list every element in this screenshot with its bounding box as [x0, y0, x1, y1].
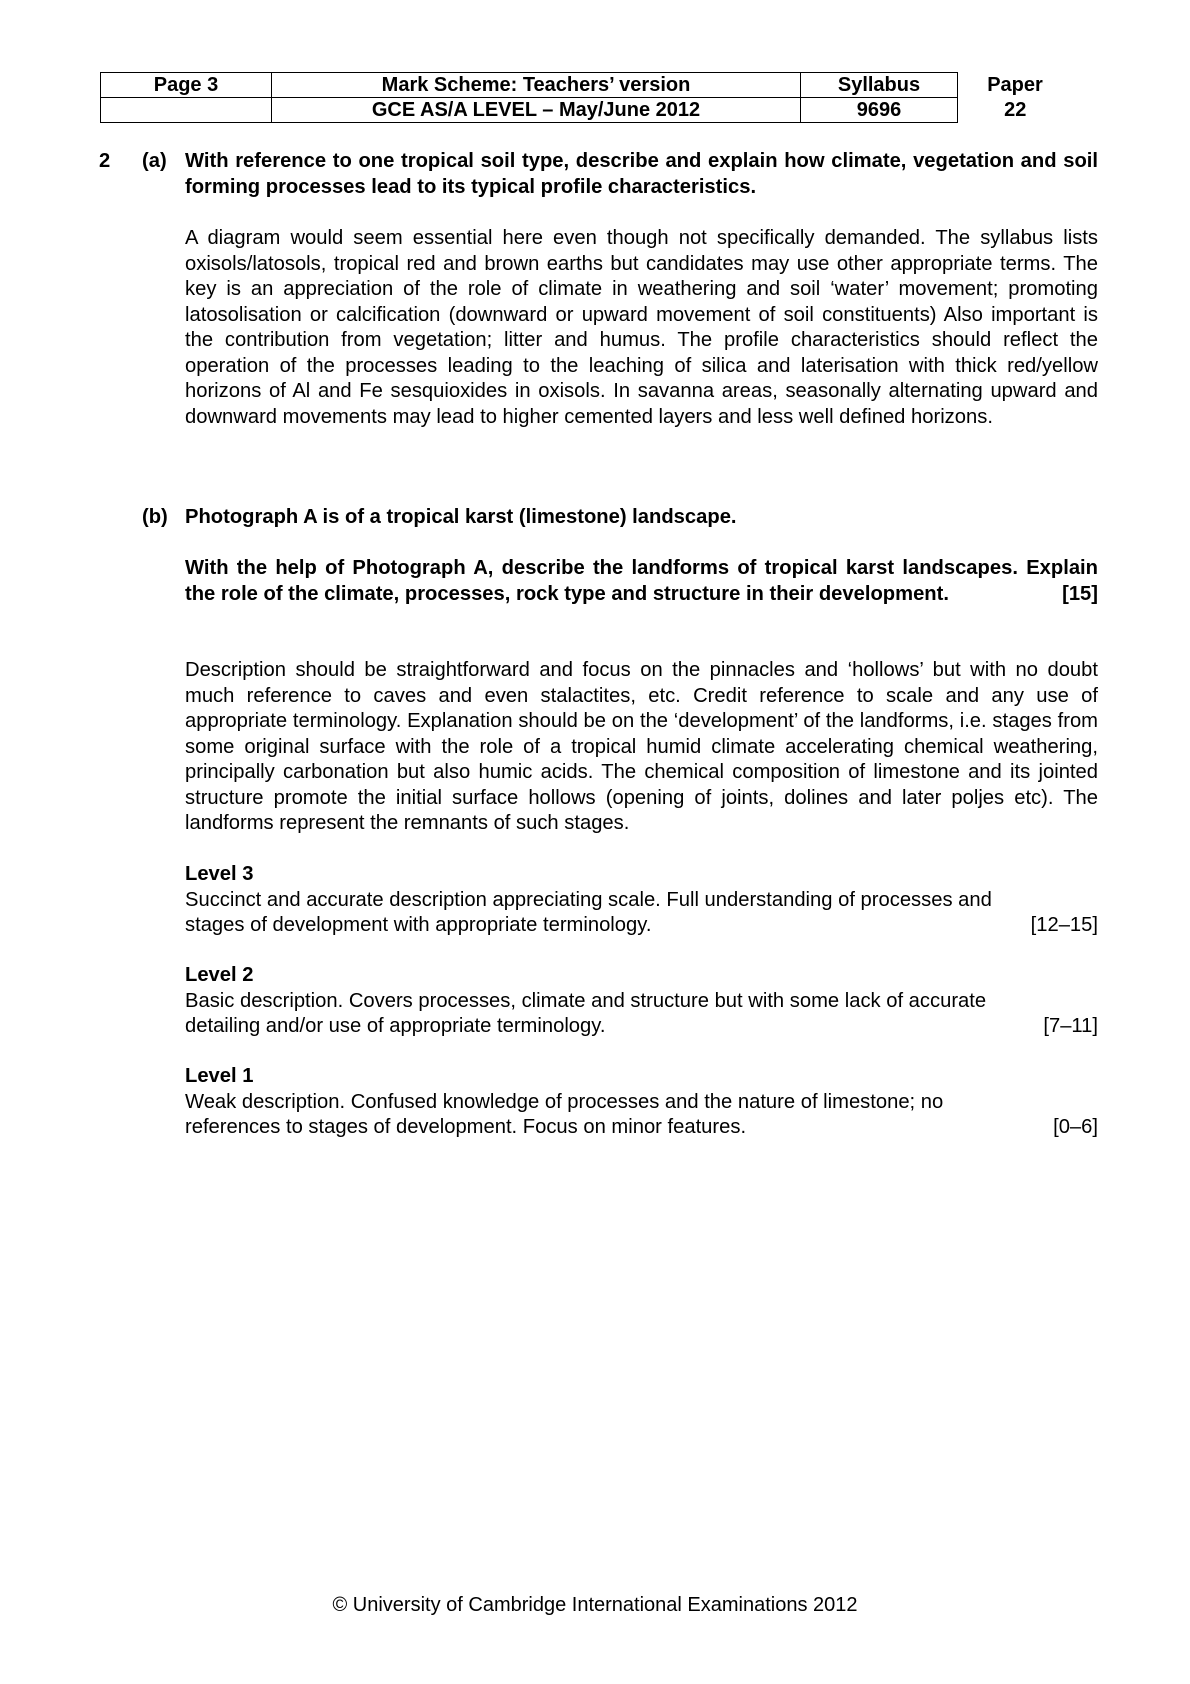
- level-2-title: Level 2: [185, 964, 254, 986]
- part-b-label: (b): [142, 506, 168, 528]
- header-syllabus-label: Syllabus: [801, 73, 958, 98]
- part-a-prompt: With reference to one tropical soil type, describe and explain how climate, vegetation and soil forming processes lead to its typical profile characteristics.: [185, 150, 1098, 198]
- part-b-answer: Description should be straightforward and focus on the pinnacles and ‘hollows’ but with no doubt much reference to caves and even stalactites, etc. Credit reference to scale and any use of appropriate terminology. Explanation should be on the ‘development’ of the landforms, i.e. stages from some original surface with the role of a tropical humid climate accelerating chemical weathering, principally carbonation but also humic acids. The chemical composition of limestone and its jointed structure promote the initial surface hollows (opening of joints, dolines and later poljes etc). The landforms represent the remnants of such stages.: [185, 659, 1098, 834]
- level-2-marks: [7–11]: [1043, 1015, 1098, 1037]
- header-paper-number: 22: [1004, 99, 1027, 121]
- level-3-marks: [12–15]: [1030, 914, 1098, 936]
- part-b-prompt-block: [185, 556, 1098, 607]
- header-page: Page 3: [101, 73, 272, 98]
- header-paper-label: Paper: [987, 74, 1043, 96]
- level-3-block: [185, 862, 1098, 939]
- part-a-answer: A diagram would seem essential here even though not specifically demanded. The syllabus lists oxisols/latosols, tropical red and brown earths but candidates may use other appropriate terms. The key is an appreciation of the role of climate in weathering and soil ‘water’ movement; promoting latosolisation or calcification (downward or upward movement of soil constituents) Also important is the contribution from vegetation; litter and humus. The profile characteristics should reflect the operation of the processes leading to the leaching of silica and laterisation with thick red/yellow horizons of Al and Fe sesquioxides in oxisols. In savanna areas, seasonally alternating upward and downward movements may lead to higher cemented layers and less well defined horizons.: [185, 227, 1098, 428]
- level-1-title: Level 1: [185, 1065, 254, 1087]
- copyright-footer: © University of Cambridge International Examinations 2012: [332, 1594, 858, 1616]
- level-2-text: Basic description. Covers processes, climate and structure but with some lack of accurate: [185, 989, 987, 1012]
- header-title: Mark Scheme: Teachers’ version: [272, 73, 801, 98]
- question-number: 2: [99, 150, 111, 172]
- part-b-intro: Photograph A is of a tropical karst (limestone) landscape.: [185, 506, 737, 528]
- level-1-text-last: references to stages of development. Focus on minor features.: [185, 1116, 747, 1138]
- part-a-label: (a): [142, 150, 167, 172]
- level-3-text-last: stages of development with appropriate terminology.: [185, 914, 652, 936]
- part-b-marks: [15]: [1062, 582, 1098, 605]
- level-3-title: Level 3: [185, 863, 254, 885]
- level-3-text: Succinct and accurate description appreciating scale. Full understanding of processes and: [185, 888, 992, 911]
- header-syllabus-code: 9696: [801, 98, 958, 123]
- header-table: [100, 72, 1073, 123]
- part-b-prompt: With the help of Photograph A, describe the landforms of tropical karst landscapes. Explain the role of the climate, processes, rock type and structure in their development.: [185, 557, 1098, 605]
- level-2-text-last: detailing and/or use of appropriate terminology.: [185, 1015, 606, 1037]
- header-empty-cell: [101, 98, 272, 123]
- level-1-text: Weak description. Confused knowledge of processes and the nature of limestone; no: [185, 1090, 944, 1113]
- level-1-marks: [0–6]: [1053, 1116, 1098, 1138]
- header-subtitle: GCE AS/A LEVEL – May/June 2012: [272, 98, 801, 123]
- level-1-block: [185, 1064, 1098, 1141]
- level-2-block: [185, 963, 1098, 1040]
